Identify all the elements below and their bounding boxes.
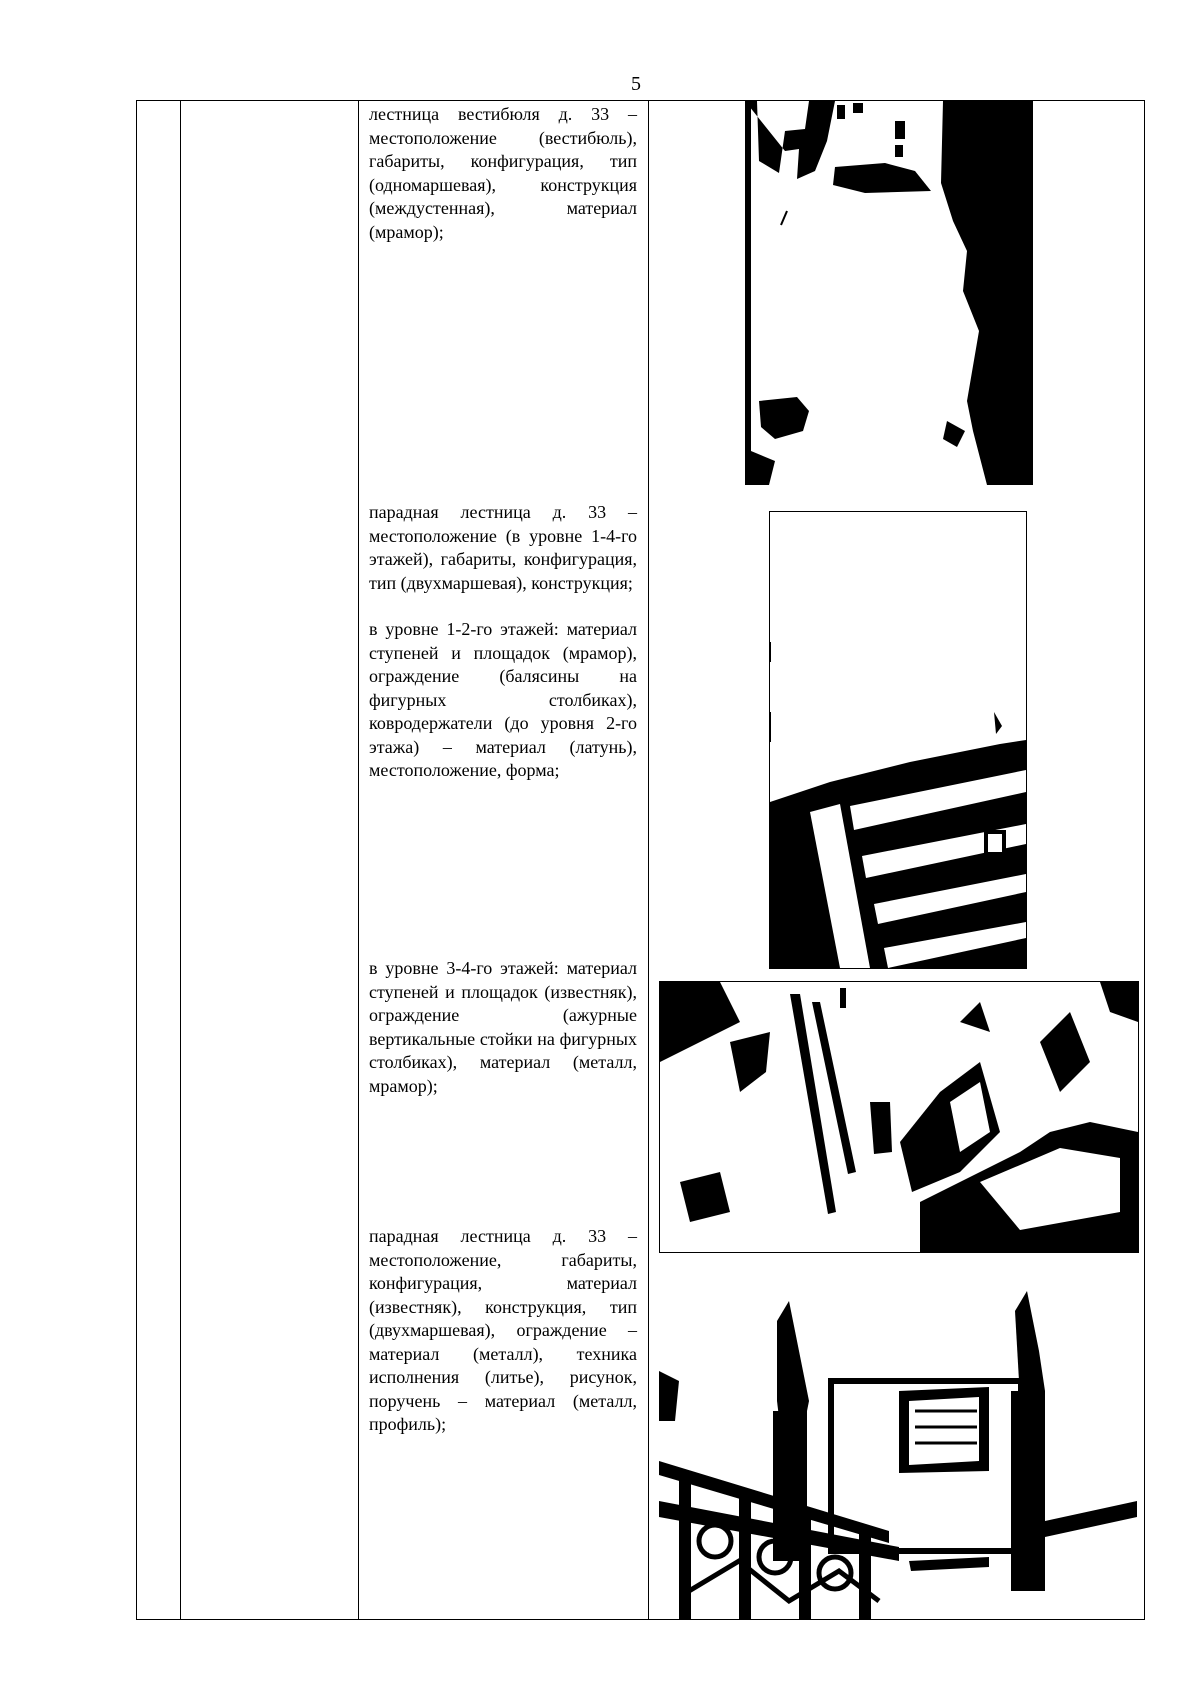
entry-text: парадная лестница д. 33 – местоположение (в уровне 1-4-го этажей), габариты, конфигурация, тип (двухмаршевая), конструкция; [369,502,637,593]
entry-text: в уровне 1-2-го этажей: материал ступеней и площадок (мрамор), ограждение (балясины на фигурных столбиках), ковродержатели (до уровня 2-го этажа) – материал (латунь), местоположение, форма; [369,619,637,780]
register-table [136,100,1145,1620]
main-stair-floors-1-2-photo [769,511,1027,969]
photo-column [649,101,1145,1620]
object-column [181,101,359,1620]
cast-iron-railing-stair-photo [659,1261,1137,1619]
vestibule-stair-photo [745,101,1033,485]
entry-text: лестница вестибюля д. 33 – местоположение (вестибюль), габариты, конфигурация, тип (одномаршевая), конструкция (междустенная), материал (мрамор); [369,104,637,242]
entry-main-stair [369,501,637,783]
entry-vestibule-stair [369,103,637,244]
table-row [137,101,1145,1620]
main-stair-floors-3-4-photo [659,981,1139,1253]
entry-text: парадная лестница д. 33 – местоположение, габариты, конфигурация, материал (известняк), конструкция, тип (двухмаршевая), ограждение – материал (металл), техника исполнения (литье), рисунок, поручень – материал (металл, профиль); [369,1226,637,1434]
number-column [137,101,181,1620]
description-column [359,101,649,1620]
page-number: 5 [631,73,641,95]
entry-cast-iron-stair [369,1225,637,1437]
entry-text: в уровне 3-4-го этажей: материал ступеней и площадок (известняк), ограждение (ажурные вертикальные стойки на фигурных столбиках), материал (металл, мрамор); [369,958,637,1096]
entry-main-stair-upper [369,957,637,1098]
